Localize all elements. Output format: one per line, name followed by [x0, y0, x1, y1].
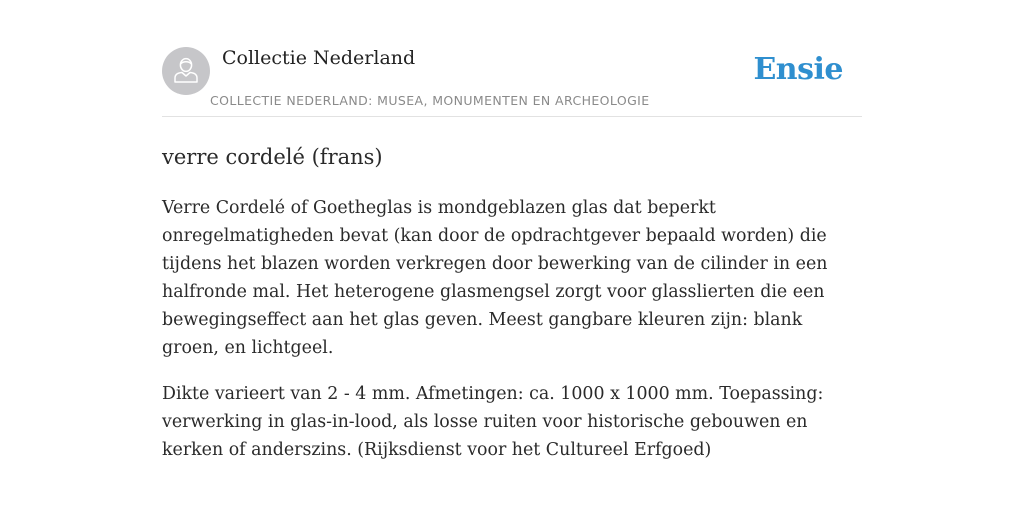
user-avatar-icon[interactable] — [162, 47, 210, 95]
definition-paragraph: Verre Cordelé of Goetheglas is mondgeblazen glas dat beperkt onregelmatigheden bevat (kan door de opdrachtgever bepaald worden) die tijdens het blazen worden verkregen door bewerking van de cilinder in een halfronde mal. Het heterogene glasmengsel zorgt voor glasslierten die een bewegingseffect aan het glas geven. Meest gangbare kleuren zijn: blank groen, en lichtgeel. — [162, 198, 828, 358]
source-subtitle: COLLECTIE NEDERLAND: MUSEA, MONUMENTEN EN ARCHEOLOGIE — [210, 93, 650, 108]
definition-card — [162, 46, 862, 482]
definition-paragraph: Dikte varieert van 2 - 4 mm. Afmetingen: ca. 1000 x 1000 mm. Toepassing: verwerking in glas-in-lood, als losse ruiten voor historische gebouwen en kerken of anderszins. (Rijksdienst voor het Cultureel Erfgoed) — [162, 384, 824, 460]
definition-body — [162, 194, 862, 464]
brand-logo[interactable]: Ensie — [753, 52, 843, 87]
page-title: verre cordelé (frans) — [162, 145, 383, 169]
source-header — [162, 46, 862, 117]
source-name[interactable]: Collectie Nederland — [222, 47, 416, 69]
